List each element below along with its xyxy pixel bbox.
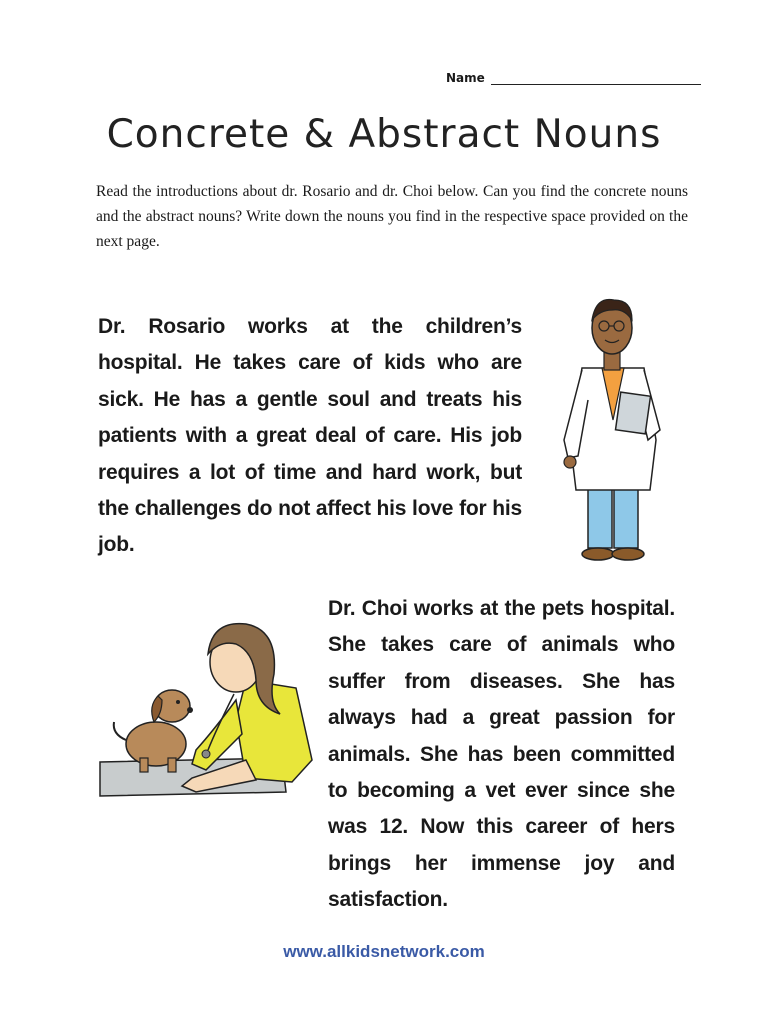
- name-field: [446, 70, 701, 85]
- passage-dr-choi: Dr. Choi works at the pets hospital. She takes care of animals who suffer from diseases. She has always had a great passion for animals. She has been committed to becoming a vet ever since she was 12. Now this career of hers brings her immense joy and satisfaction.: [328, 597, 675, 912]
- passage-dr-rosario: Dr. Rosario works at the children’s hospital. He takes care of kids who are sick. He has a gentle soul and treats his patients with a great deal of care. His job requires a lot of time and hard work, but the challenges do not affect his love for his job.: [98, 315, 522, 557]
- name-blank-line: [491, 70, 701, 85]
- vet-with-puppy-illustration: [96, 610, 318, 800]
- male-doctor-illustration: [552, 290, 668, 570]
- page-title: Concrete & Abstract Nouns: [106, 112, 662, 157]
- name-label: Name: [446, 71, 485, 85]
- footer-url[interactable]: www.allkidsnetwork.com: [283, 942, 485, 961]
- instructions-text: Read the introductions about dr. Rosario and dr. Choi below. Can you find the concrete nouns and the abstract nouns? Write down the nouns you find in the respective space provided on the next page.: [96, 183, 688, 250]
